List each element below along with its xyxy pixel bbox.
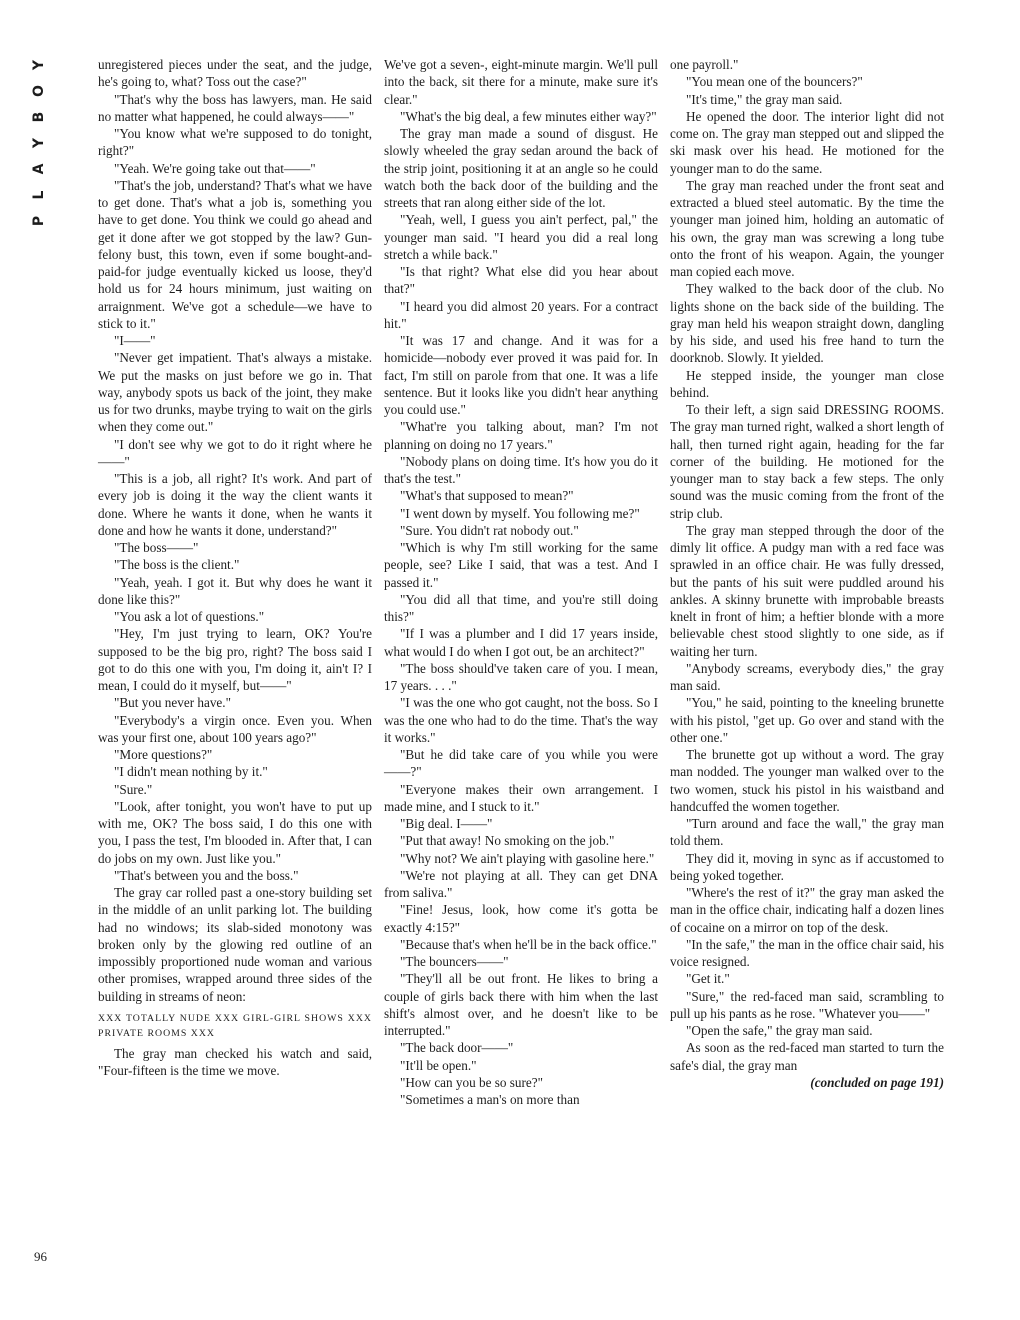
article-paragraph: "What're you talking about, man? I'm not planning on doing no 17 years." [384,419,658,452]
article-paragraph: "Sure," the red-faced man said, scrambling to pull up his pants as he rose. "Whatever you——" [670,988,944,1021]
article-paragraph: "Yeah, well, I guess you ain't perfect, pal," the younger man said. "I heard you did a real long stretch a while back." [384,212,658,262]
article-paragraph: He stepped inside, the younger man close behind. [670,367,944,400]
masthead-letter: O [31,85,47,97]
article-paragraph: "You," he said, pointing to the kneeling brunette with his pistol, "get up. Go over and stand with the other one." [670,695,944,745]
article-paragraph: To their left, a sign said DRESSING ROOMS. The gray man turned right, walked a short length of hall, then turned right again, heading for the far corner of the building. He motioned for the younger man to stay back a few steps. The only sound was the music coming from the front of the strip club. [670,402,944,521]
article-paragraph: "You know what we're supposed to do tonight, right?" [98,126,372,159]
article-paragraph: "If I was a plumber and I did 17 years inside, what would I do when I got out, be an architect?" [384,626,658,659]
article-paragraph: "Fine! Jesus, look, how come it's gotta be exactly 4:15?" [384,902,658,935]
article-paragraph: "Sure. You didn't rat nobody out." [400,522,579,538]
article-paragraph: "In the safe," the man in the office chair said, his voice resigned. [670,936,944,969]
article-paragraph: "Sometimes a man's on more than [400,1092,580,1107]
masthead-letter: Y [31,137,47,149]
article-paragraph: "Is that right? What else did you hear about that?" [384,264,658,297]
masthead-letter: A [31,163,47,175]
article-paragraph: "I didn't mean nothing by it." [114,764,268,780]
article-paragraph: "Big deal. I——" [400,816,493,831]
article-paragraph: "The boss——" [114,540,199,555]
article-paragraph: "I went down by myself. You following me?" [400,505,640,521]
continuation-note: (concluded on page 191) [810,1074,944,1090]
article-paragraph: The gray man made a sound of disgust. He slowly wheeled the gray sedan around the back of the strip joint, positioning it at an angle so he could watch both the back door of the building and the streets that ran along either side of the lot. [384,126,658,210]
article-paragraph: The gray man checked his watch and said, "Four-fifteen is the time we move. [98,1045,372,1078]
text-column-2 [384,56,658,1108]
masthead-letter: Y [31,59,47,71]
article-paragraph: "You ask a lot of questions." [114,609,265,624]
article-paragraph: "Look, after tonight, you won't have to put up with me, OK? The boss said, I do this one with you, I pass the test, I'm blooded in. After that, I can do jobs on my own. Just like you." [98,798,372,866]
article-paragraph: "The back door——" [400,1040,514,1056]
article-paragraph: "Put that away! No smoking on the job." [400,833,615,849]
article-paragraph: As soon as the red-faced man started to turn the safe's dial, the gray man [670,1040,944,1073]
article-paragraph: "Yeah. We're going take out that——" [114,160,316,176]
article-paragraph: "I——" [114,333,156,348]
article-paragraph: "We're not playing at all. They can get DNA from saliva." [384,867,658,900]
article-paragraph: "Sure." [114,781,153,797]
article-paragraph: "Why not? We ain't playing with gasoline here." [400,850,655,866]
article-paragraph: "Which is why I'm still working for the same people, see? Like I said, that was a test. And I passed it." [384,540,658,590]
article-paragraph: "What's that supposed to mean?" [400,488,574,504]
article-paragraph: "The boss should've taken care of you. I mean, 17 years. . . ." [384,660,658,693]
article-paragraph: "Get it." [686,971,730,987]
article-paragraph: "The boss is the client." [114,557,240,573]
article-paragraph: "I don't see why we got to do it right where he——" [98,436,372,469]
article-paragraph: The brunette got up without a word. The gray man nodded. The younger man walked over to the two women, stuck his pistol in his waistband and handcuffed the women together. [670,747,944,814]
masthead-letter: B [31,111,47,123]
article-paragraph: They walked to the back door of the club. No lights shone on the back side of the building. The gray man held his weapon straight down, dangling by his side, and used his free hand to turn the doorknob. Slowly. It yielded. [670,281,944,366]
article-paragraph: "How can you be so sure?" [400,1074,543,1090]
article-paragraph: "The bouncers——" [400,954,509,969]
article-paragraph: one payroll." [670,57,739,72]
article-paragraph: "This is a job, all right? It's work. And part of every job is doing it the way the client wants it done. Where he wants it done, when he wants it done and how he wants it done, understand?" [98,471,372,538]
article-paragraph: The gray man reached under the front seat and extracted a blued steel automatic. By the time the younger man joined him, holding an automatic of his own, the gray man was screwing a long tube onto the front of his weapon. Again, the younger man copied each move. [670,177,944,279]
article-paragraph: "I heard you did almost 20 years. For a contract hit." [384,298,658,331]
article-paragraph: "Everybody's a virgin once. Even you. When was your first one, about 100 years ago?" [98,712,372,745]
article-paragraph: We've got a seven-, eight-minute margin. We'll pull into the back, sit there for a minute, make sure it's clear." [384,57,658,107]
article-paragraph: "That's between you and the boss." [114,867,299,883]
article-paragraph: The gray man stepped through the door of the dimly lit office. A pudgy man with a red face was sprawled in an office chair. He was fully dressed, but the pants of his suit were puddled around his ankles. A skinny brunette with improbable breasts knelt in front of him; a heftier blonde with a more believable chest stood slightly to one side, as if waiting her turn. [670,522,944,659]
magazine-masthead [28,52,50,227]
article-paragraph: "More questions?" [114,747,213,762]
article-paragraph: He opened the door. The interior light did not come on. The gray man stepped out and slipped the ski mask over his head. He motioned for the younger man to do the same. [670,108,944,176]
article-paragraph: "Nobody plans on doing time. It's how you do it that's the test." [384,453,658,486]
article-paragraph: They did it, moving in sync as if accustomed to being yoked together. [670,850,944,883]
article-paragraph: "Anybody screams, everybody dies," the gray man said. [670,660,944,693]
article-paragraph: "Yeah, yeah. I got it. But why does he want it done like this?" [98,574,372,607]
article-paragraph: "That's the job, understand? That's what we have to get done. That's what a job is, something you have to get done. You think we could go ahead and get it done after we got stopped by the law? Gun-felony bust, this town, even if some bought-and-paid-for judge eventually kicked us loose, they'd hold us for 24 hours minimum, just waiting on arraignment. We've got a schedule—we have to stick to it." [98,177,372,331]
article-paragraph: "I was the one who got caught, not the boss. So I was the one who had to do the time. That's the way it works." [384,695,658,745]
article-paragraph: "Because that's when he'll be in the back office." [400,936,657,952]
article-paragraph: "You did all that time, and you're still doing this?" [384,591,658,624]
article-paragraph: "You mean one of the bouncers?" [686,74,863,90]
article-paragraph: "That's why the boss has lawyers, man. He said no matter what happened, he could always——" [98,91,372,124]
article-paragraph: "Never get impatient. That's always a mistake. We put the masks on just before we go in. That way, anybody spots us back of the joint, they make us for two drunks, maybe trying to wait on the girls when they come out." [98,350,372,435]
article-paragraph: "It's time," the gray man said. [686,91,843,107]
article-paragraph: "But he did take care of you while you were——?" [384,747,658,780]
article-paragraph: "But you never have." [114,695,231,711]
page-number: 96 [34,1249,47,1264]
article-paragraph: "Turn around and face the wall," the gray man told them. [670,816,944,849]
article-paragraph: unregistered pieces under the seat, and the judge, he's going to, what? Toss out the case?" [98,57,372,90]
text-column-3 [670,56,944,1091]
article-paragraph: "They'll all be out front. He likes to bring a couple of girls back there with him when the last shift's almost over, and he doesn't like to be interrupted." [384,971,658,1038]
article-paragraph: "It was 17 and change. And it was for a homicide—nobody ever proved it was paid for. In fact, I'm still on parole from that one. It was a life sentence. But it looks like you didn't hear anything you could use." [384,333,658,417]
masthead-letter: P [31,215,47,227]
article-paragraph: The gray car rolled past a one-story building set in the middle of an unlit parking lot. The building had no windows; its slab-sided monotony was broken only by the glowing red outline of an impossibly proportioned nude woman and various other promises, wrapped around three sides of the building in streams of neon: [98,885,372,1004]
text-column-1 [98,56,372,1079]
article-paragraph: "Everyone makes their own arrangement. I made mine, and I stuck to it." [384,781,658,814]
article-paragraph: "Hey, I'm just trying to learn, OK? You're supposed to be the big pro, right? The boss said I got to do this one with you, I'm doing it, ain't I? I mean, I could do it myself, but——" [98,626,372,693]
article-paragraph: "What's the big deal, a few minutes either way?" [400,108,657,124]
article-paragraph: "It'll be open." [400,1057,477,1073]
article-paragraph: "Where's the rest of it?" the gray man asked the man in the office chair, indicating half a dozen lines of cocaine on a mirror on top of the desk. [670,885,944,935]
masthead-letter: L [31,190,47,200]
neon-sign-text: XXX TOTALLY NUDE XXX GIRL-GIRL SHOWS XXX PRIVATE ROOMS XXX [98,1012,372,1039]
article-paragraph: "Open the safe," the gray man said. [686,1023,873,1038]
